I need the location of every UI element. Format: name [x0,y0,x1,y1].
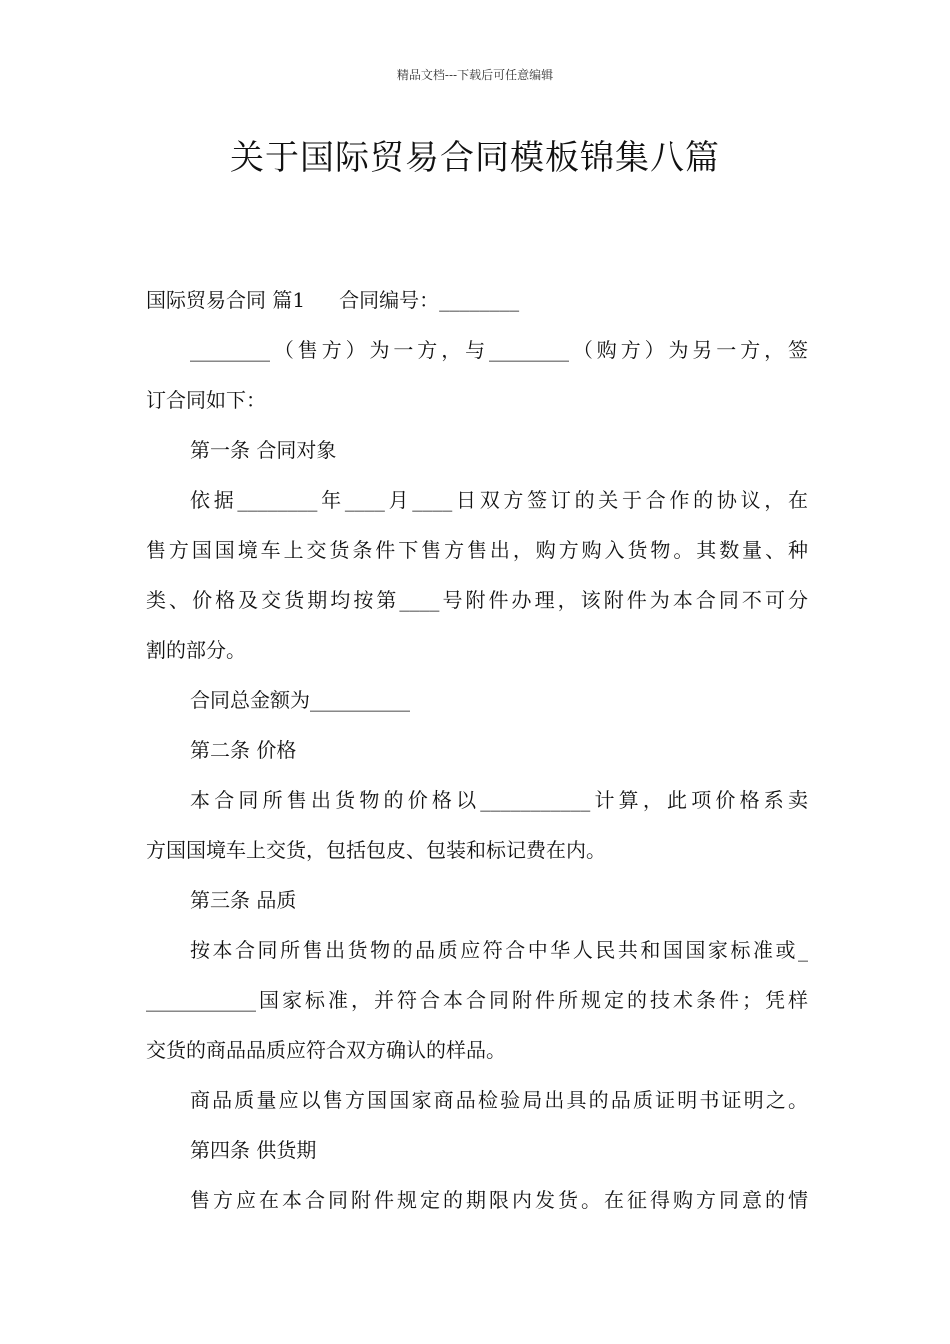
paragraph-line: 依据________年____月____日双方签订的关于合作的协议，在 [190,488,808,512]
paragraph-line: 售方国国境车上交货条件下售方售出，购方购入货物。其数量、种 [146,538,808,562]
document-title: 关于国际贸易合同模板锦集八篇 [230,138,720,178]
header-note: 精品文档---下载后可任意编辑 [396,68,554,82]
paragraph-line: ________（售方）为一方，与________（购方）为另一方，签 [190,338,808,362]
article-heading: 第四条 供货期 [190,1138,317,1162]
section-heading: 国际贸易合同 篇1 [146,288,306,312]
paragraph-line: 交货的商品品质应符合双方确认的样品。 [146,1038,506,1062]
article-heading: 第一条 合同对象 [190,438,337,462]
paragraph-line: 售方应在本合同附件规定的期限内发货。在征得购方同意的情 [190,1188,808,1212]
paragraph-line: 类、价格及交货期均按第____号附件办理，该附件为本合同不可分 [146,588,808,612]
article-heading: 第二条 价格 [190,738,297,762]
paragraph-line: 商品质量应以售方国国家商品检验局出具的品质证明书证明之。 [190,1088,808,1112]
paragraph-line: 方国国境车上交货，包括包皮、包装和标记费在内。 [146,838,606,862]
contract-number: 合同编号：________ [339,288,520,312]
paragraph-line: 订合同如下： [146,388,266,412]
article-heading: 第三条 品质 [190,888,297,912]
paragraph-line: 合同总金额为__________ [190,688,410,712]
paragraph-line: 本合同所售出货物的价格以___________计算，此项价格系卖 [190,788,808,812]
section-heading-line [146,286,808,314]
paragraph-line: 按本合同所售出货物的品质应符合中华人民共和国国家标准或_ [190,938,808,962]
paragraph-line: ___________国家标准，并符合本合同附件所规定的技术条件；凭样 [146,988,808,1012]
paragraph-line: 割的部分。 [146,638,246,662]
